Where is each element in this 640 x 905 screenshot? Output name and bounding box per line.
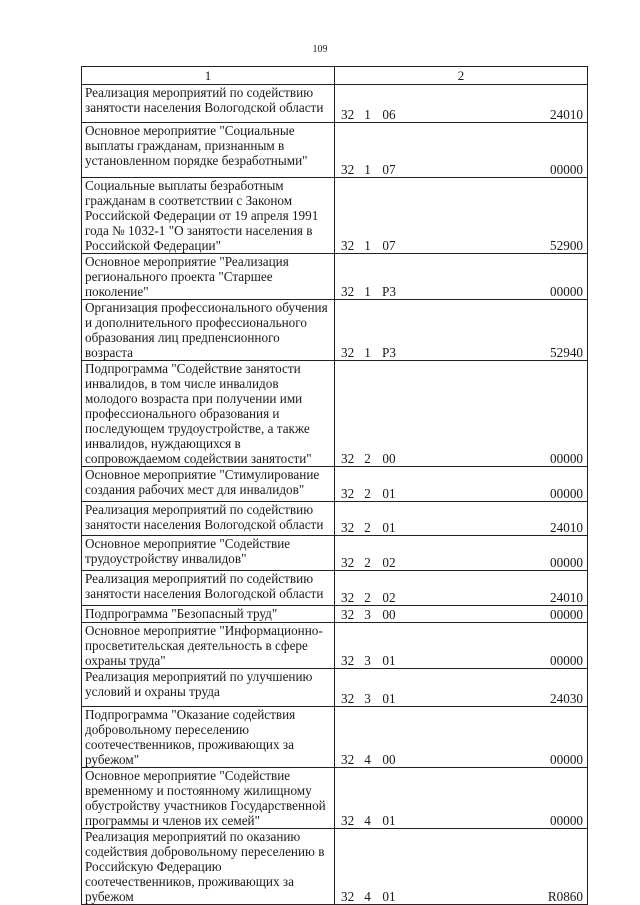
subprogram-code: 3: [364, 653, 371, 668]
event-code: 00: [382, 607, 396, 622]
row-name: [82, 623, 335, 669]
row-name: [82, 768, 335, 829]
subprogram-code: 1: [364, 107, 371, 122]
table-row: [82, 178, 588, 254]
row-name: [82, 502, 335, 536]
program-code: 32: [341, 238, 355, 253]
row-code: [335, 606, 588, 623]
table-row: [82, 361, 588, 467]
event-code: 07: [382, 238, 396, 253]
row-name-text: Подпрограмма "Содействие занятости инвалидов, в том числе инвалидов молодого возраста при получении ими профессионального образования и последующем трудоустройстве, а также инвалидов, нуждающихся в сопровождаемом содействии занятости": [85, 361, 312, 466]
row-code: [335, 571, 588, 606]
row-code: [335, 502, 588, 536]
row-name-text: Основное мероприятие "Стимулирование создания рабочих мест для инвалидов": [85, 467, 320, 497]
table-row: [82, 254, 588, 300]
row-name-text: Основное мероприятие "Содействие временному и постоянному жилищному обустройству участников Государственной программы и членов их семей": [85, 768, 326, 828]
budget-classification-table: [81, 66, 588, 905]
row-code: [335, 536, 588, 571]
event-code: Р3: [382, 284, 396, 299]
row-name: [82, 536, 335, 571]
program-code: 32: [341, 813, 355, 828]
row-name-text: Основное мероприятие "Социальные выплаты гражданам, признанным в установленном порядке безработными": [85, 123, 308, 168]
row-code: [335, 178, 588, 254]
row-code: [335, 669, 588, 707]
table-row: [82, 123, 588, 178]
row-code: [335, 707, 588, 768]
row-name-text: Организация профессионального обучения и дополнительного профессионального образования лиц предпенсионного возраста: [85, 300, 328, 360]
direction-code: 00000: [550, 555, 583, 570]
row-name: [82, 707, 335, 768]
row-name: [82, 254, 335, 300]
program-code: 32: [341, 653, 355, 668]
subprogram-code: 4: [364, 889, 371, 904]
row-code: [335, 300, 588, 361]
direction-code: 00000: [550, 813, 583, 828]
row-name-text: Основное мероприятие "Информационно-просветительская деятельность в сфере охраны труда": [85, 623, 323, 668]
program-code: 32: [341, 889, 355, 904]
direction-code: R0860: [547, 889, 583, 904]
row-name: [82, 606, 335, 623]
table-row: [82, 707, 588, 768]
program-code: 32: [341, 520, 355, 535]
direction-code: 00000: [550, 451, 583, 466]
event-code: 01: [382, 653, 396, 668]
subprogram-code: 3: [364, 607, 371, 622]
event-code: 07: [382, 162, 396, 177]
direction-code: 00000: [550, 486, 583, 501]
event-code: 01: [382, 889, 396, 904]
row-name-text: Реализация мероприятий по содействию занятости населения Вологодской области: [85, 85, 324, 115]
direction-code: 24010: [550, 107, 583, 122]
row-code: [335, 829, 588, 905]
event-code: 00: [382, 451, 396, 466]
subprogram-code: 2: [364, 520, 371, 535]
row-name-text: Реализация мероприятий по улучшению условий и охраны труда: [85, 669, 313, 699]
direction-code: 00000: [550, 162, 583, 177]
event-code: 06: [382, 107, 396, 122]
event-code: 00: [382, 752, 396, 767]
row-name: [82, 669, 335, 707]
table-row: [82, 669, 588, 707]
subprogram-code: 1: [364, 345, 371, 360]
table-row: [82, 502, 588, 536]
row-code: [335, 467, 588, 502]
row-name-text: Реализация мероприятий по оказанию содействия добровольному переселению в Российскую Федерацию соотечественников, проживающих за рубежом: [85, 829, 325, 904]
event-code: 02: [382, 555, 396, 570]
row-code: [335, 768, 588, 829]
subprogram-code: 1: [364, 162, 371, 177]
direction-code: 52940: [550, 345, 583, 360]
subprogram-code: 4: [364, 752, 371, 767]
subprogram-code: 1: [364, 238, 371, 253]
table-row: [82, 571, 588, 606]
subprogram-code: 2: [364, 590, 371, 605]
direction-code: 00000: [550, 752, 583, 767]
row-name: [82, 85, 335, 123]
direction-code: 24030: [550, 691, 583, 706]
subprogram-code: 2: [364, 486, 371, 501]
page-number: 109: [312, 44, 328, 55]
subprogram-code: 2: [364, 451, 371, 466]
program-code: 32: [341, 107, 355, 122]
program-code: 32: [341, 284, 355, 299]
event-code: Р3: [382, 345, 396, 360]
event-code: 01: [382, 691, 396, 706]
program-code: 32: [341, 555, 355, 570]
table-row: [82, 536, 588, 571]
row-code: [335, 123, 588, 178]
table-row: [82, 606, 588, 623]
row-name-text: Реализация мероприятий по содействию занятости населения Вологодской области: [85, 571, 324, 601]
event-code: 02: [382, 590, 396, 605]
row-name: [82, 571, 335, 606]
direction-code: 00000: [550, 607, 583, 622]
program-code: 32: [341, 486, 355, 501]
row-name: [82, 467, 335, 502]
column-header-name: 1: [82, 67, 335, 85]
row-name-text: Основное мероприятие "Реализация регионального проекта "Старшее поколение": [85, 254, 289, 299]
table-row: [82, 768, 588, 829]
row-name-text: Подпрограмма "Безопасный труд": [85, 606, 278, 621]
direction-code: 00000: [550, 653, 583, 668]
row-name-text: Социальные выплаты безработным гражданам в соответствии с Законом Российской Федерации от 19 апреля 1991 года № 1032-1 "О занятости населения в Российской Федерации": [85, 178, 319, 253]
row-code: [335, 361, 588, 467]
direction-code: 52900: [550, 238, 583, 253]
row-name-text: Подпрограмма "Оказание содействия добровольному переселению соотечественников, проживающих за рубежом": [85, 707, 296, 767]
event-code: 01: [382, 520, 396, 535]
event-code: 01: [382, 486, 396, 501]
row-code: [335, 623, 588, 669]
row-name: [82, 300, 335, 361]
table-row: [82, 300, 588, 361]
row-name: [82, 123, 335, 178]
row-name: [82, 829, 335, 905]
program-code: 32: [341, 345, 355, 360]
column-header-code: 2: [335, 67, 588, 85]
table-row: [82, 829, 588, 905]
table-row: [82, 85, 588, 123]
subprogram-code: 3: [364, 691, 371, 706]
direction-code: 24010: [550, 520, 583, 535]
program-code: 32: [341, 752, 355, 767]
row-name: [82, 178, 335, 254]
event-code: 01: [382, 813, 396, 828]
subprogram-code: 1: [364, 284, 371, 299]
table-row: [82, 623, 588, 669]
program-code: 32: [341, 162, 355, 177]
table-header-row: [82, 67, 588, 85]
row-code: [335, 85, 588, 123]
subprogram-code: 2: [364, 555, 371, 570]
program-code: 32: [341, 451, 355, 466]
row-code: [335, 254, 588, 300]
table-row: [82, 467, 588, 502]
row-name-text: Основное мероприятие "Содействие трудоустройству инвалидов": [85, 536, 291, 566]
program-code: 32: [341, 590, 355, 605]
direction-code: 00000: [550, 284, 583, 299]
direction-code: 24010: [550, 590, 583, 605]
program-code: 32: [341, 607, 355, 622]
row-name: [82, 361, 335, 467]
row-name-text: Реализация мероприятий по содействию занятости населения Вологодской области: [85, 502, 324, 532]
program-code: 32: [341, 691, 355, 706]
subprogram-code: 4: [364, 813, 371, 828]
